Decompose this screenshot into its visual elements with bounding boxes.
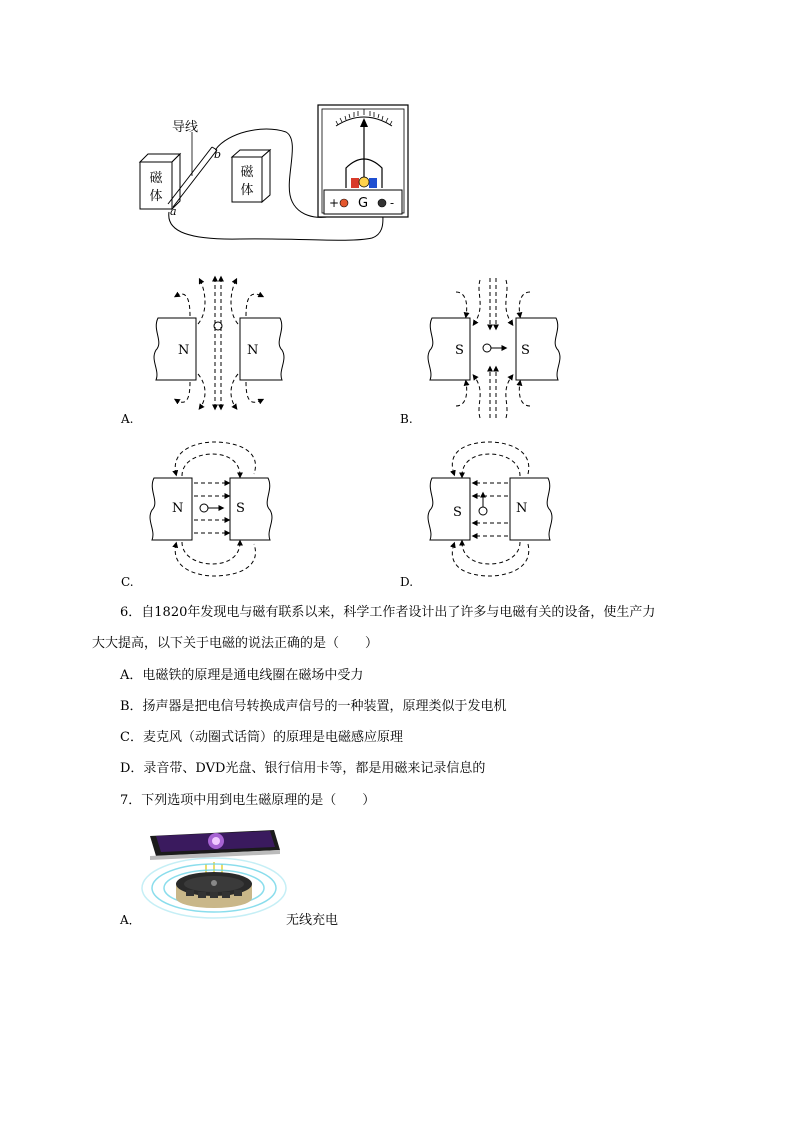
q6-option-d[interactable]: D．录音带、DVD光盘、银行信用卡等，都是用磁来记录信息的	[120, 761, 486, 776]
galvanometer-minus: -	[390, 196, 395, 210]
option-b-right-pole: S	[521, 343, 530, 358]
option-a-diagram	[120, 278, 284, 426]
left-magnet-label-1: 磁	[149, 171, 163, 186]
option-d-left-pole: S	[453, 505, 462, 520]
terminal-negative	[378, 199, 386, 207]
point-a-label: a	[170, 205, 177, 218]
q6-stem-line1: 6．自1820年发现电与磁有联系以来，科学工作者设计出了许多与电磁有关的设备，使生产力	[120, 605, 656, 620]
terminal-positive	[340, 199, 348, 207]
option-c-right-pole: S	[236, 501, 245, 516]
wireless-charger-image	[140, 822, 290, 922]
left-magnet-label-2: 体	[149, 189, 163, 204]
option-b-diagram	[400, 278, 560, 426]
q6-option-a[interactable]: A．电磁铁的原理是通电线圈在磁场中受力	[120, 668, 364, 683]
option-a-left-pole: N	[178, 343, 190, 358]
q6-stem-line2: 大大提高，以下关于电磁的说法正确的是（ ）	[92, 636, 379, 651]
galvanometer-plus: +	[329, 196, 340, 210]
q6-option-c[interactable]: C．麦克风（动圈式话筒）的原理是电磁感应原理	[120, 730, 403, 745]
charger-pad	[176, 872, 252, 908]
galvanometer	[318, 105, 408, 217]
option-c-diagram	[121, 442, 272, 589]
q5-option-diagrams	[0, 268, 794, 598]
phone-illustration	[150, 830, 280, 860]
wire-label: 导线	[172, 120, 199, 135]
q7-option-a-caption: 无线充电	[286, 913, 339, 928]
option-c-letter: C.	[121, 575, 134, 589]
point-b-label: b	[214, 148, 222, 161]
option-b-left-pole: S	[455, 343, 464, 358]
right-magnet-block	[232, 150, 270, 202]
galvanometer-letter: G	[358, 196, 369, 211]
option-a-letter: A.	[121, 412, 134, 426]
option-a-right-pole: N	[247, 343, 259, 358]
q7-option-a-letter[interactable]: A．	[120, 913, 141, 927]
option-d-right-pole: N	[516, 501, 528, 516]
induction-experiment-figure	[0, 0, 794, 260]
q6-option-b[interactable]: B．扬声器是把电信号转换成声信号的一种装置，原理类似于发电机	[120, 699, 507, 714]
q7-stem: 7．下列选项中用到电生磁原理的是（ ）	[120, 793, 376, 808]
left-magnet-block	[140, 154, 180, 209]
right-magnet-label-2: 体	[240, 183, 254, 198]
right-magnet-label-1: 磁	[240, 165, 254, 180]
option-b-letter: B.	[400, 412, 413, 426]
option-d-letter: D.	[400, 575, 414, 589]
option-c-left-pole: N	[172, 501, 184, 516]
option-d-diagram	[400, 442, 552, 589]
